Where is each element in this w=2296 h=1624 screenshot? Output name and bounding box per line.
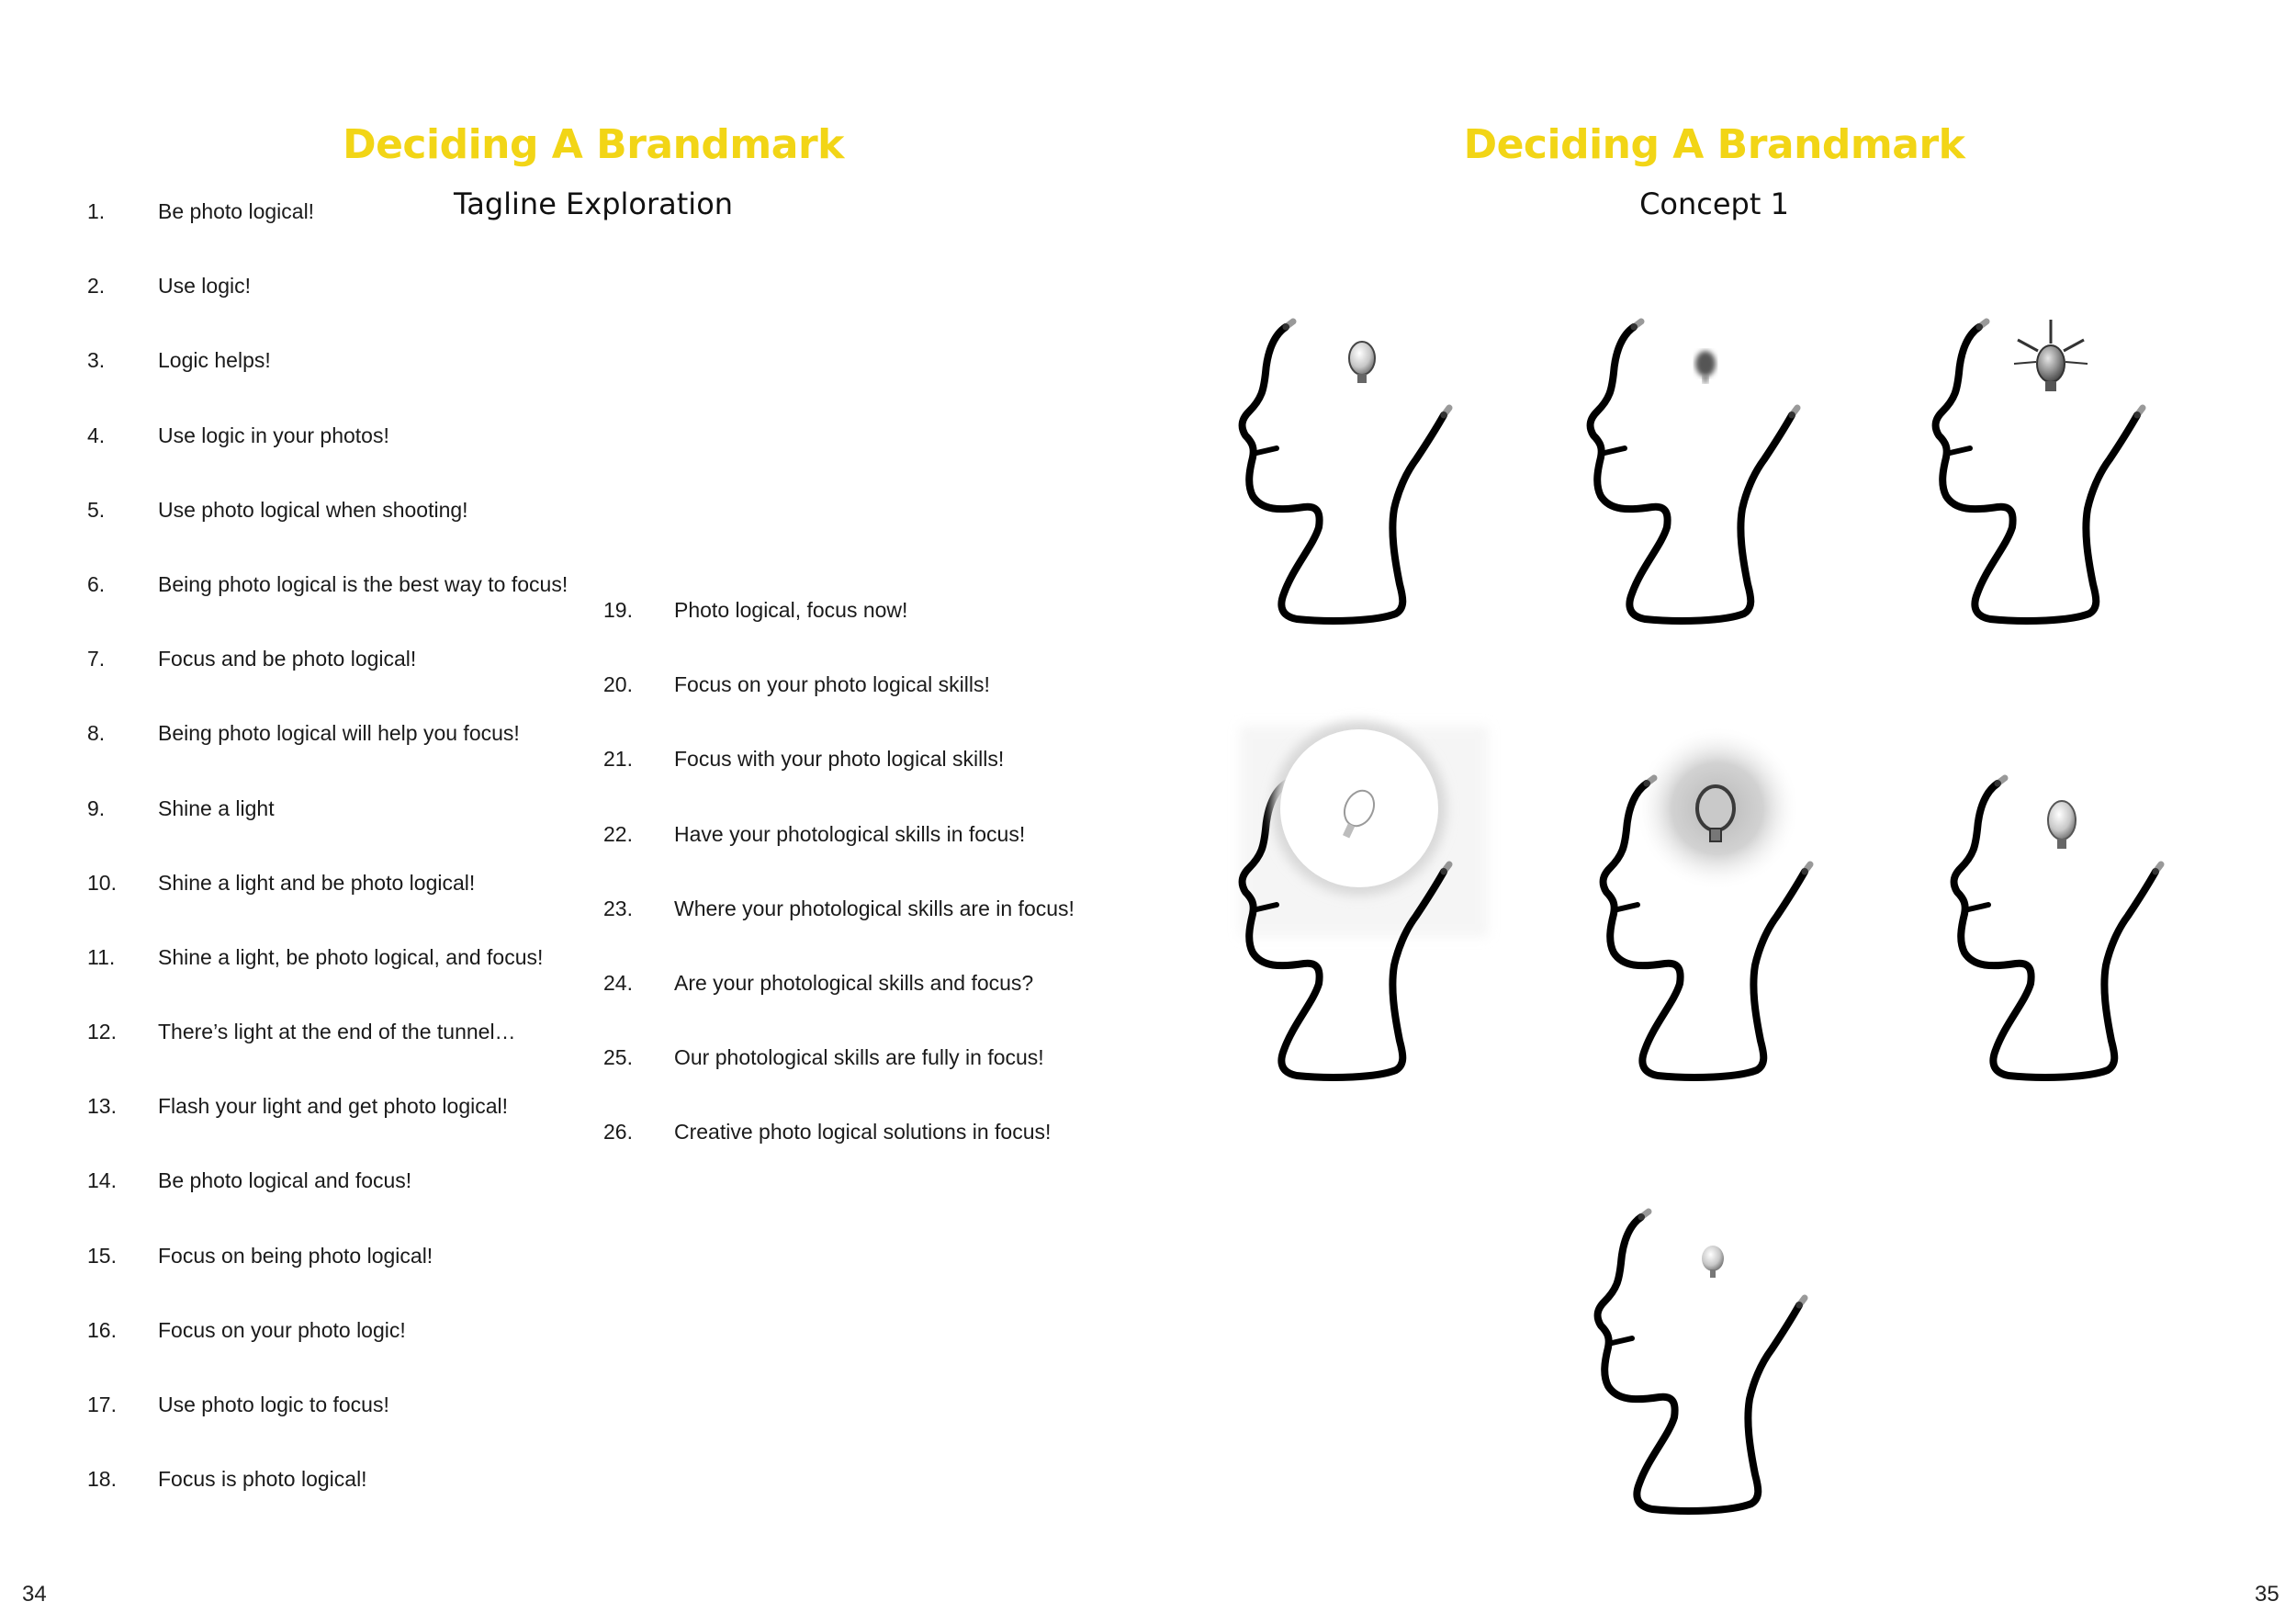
item-text: Shine a light	[158, 795, 275, 820]
page-heading: Deciding A Brandmark	[343, 121, 844, 168]
item-text: Focus on your photo logic!	[158, 1317, 406, 1342]
item-text: Focus is photo logical!	[158, 1467, 367, 1492]
item-text: Being photo logical is the best way to focus!	[158, 571, 568, 596]
item-number: 2.	[87, 274, 106, 299]
item-text: Shine a light, be photo logical, and focus!	[158, 944, 544, 969]
item-text: Focus and be photo logical!	[158, 647, 417, 671]
item-number: 11.	[87, 944, 116, 969]
item-text: Use logic!	[158, 274, 251, 299]
item-text: There’s light at the end of the tunnel…	[158, 1020, 516, 1044]
item-text: Focus with your photo logical skills!	[674, 747, 1005, 772]
item-text: Our photological skills are fully in focus!	[674, 1045, 1044, 1070]
item-text: Focus on being photo logical!	[158, 1243, 433, 1268]
item-text: Are your photological skills and focus?	[674, 970, 1034, 995]
item-number: 6.	[87, 571, 106, 596]
item-number: 21.	[603, 747, 633, 772]
item-text: Use photo logic to focus!	[158, 1393, 389, 1416]
item-number: 14.	[87, 1168, 117, 1193]
page-heading: Deciding A Brandmark	[1463, 121, 1965, 168]
item-number: 10.	[87, 870, 117, 895]
item-number: 12.	[87, 1020, 117, 1044]
item-number: 17.	[87, 1393, 117, 1416]
page-number: 34	[22, 1582, 47, 1607]
concept-variant-plain-bulb	[1243, 321, 1449, 621]
item-text: Where your photological skills are in focus!	[674, 896, 1075, 920]
item-number: 5.	[87, 497, 106, 522]
item-number: 16.	[87, 1317, 117, 1342]
item-text: Use photo logical when shooting!	[158, 497, 468, 522]
concept-variant-white-glow-bulb	[1240, 721, 1488, 1077]
page-subheading: Concept 1	[1639, 186, 1789, 221]
item-number: 25.	[603, 1045, 633, 1070]
concept-variant-shining-bulb	[1936, 320, 2143, 621]
item-number: 18.	[87, 1467, 117, 1492]
lightbulb-icon	[2048, 801, 2076, 849]
item-number: 3.	[87, 348, 106, 373]
concept-variant-small-bulb	[1598, 1212, 1805, 1511]
item-number: 19.	[603, 598, 633, 622]
item-text: Photo logical, focus now!	[674, 598, 908, 622]
item-number: 26.	[603, 1120, 633, 1145]
item-text: Logic helps!	[158, 348, 271, 373]
item-number: 7.	[87, 647, 106, 671]
item-number: 9.	[87, 795, 106, 820]
item-text: Have your photological skills in focus!	[674, 821, 1026, 846]
page-number: 35	[2255, 1582, 2279, 1607]
lightbulb-icon	[1702, 1246, 1724, 1278]
item-text: Being photo logical will help you focus!	[158, 721, 520, 746]
item-number: 22.	[603, 821, 633, 846]
item-number: 8.	[87, 721, 106, 746]
item-number: 15.	[87, 1243, 117, 1268]
item-text: Be photo logical and focus!	[158, 1168, 412, 1193]
item-text: Use logic in your photos!	[158, 423, 389, 447]
lightbulb-icon	[1349, 342, 1375, 383]
item-number: 20.	[603, 672, 633, 697]
item-text: Flash your light and get photo logical!	[158, 1094, 509, 1119]
item-text: Shine a light and be photo logical!	[158, 870, 476, 895]
item-number: 1.	[87, 199, 106, 223]
concept-variant-grey-glow-bulb	[1604, 726, 1810, 1077]
item-number: 24.	[603, 970, 633, 995]
page-subheading: Tagline Exploration	[453, 186, 734, 221]
item-text: Be photo logical!	[158, 199, 315, 223]
concept-variant-outline-bulb	[1954, 778, 2161, 1077]
lightbulb-icon	[1695, 351, 1716, 383]
concept-variant-blurred-bulb	[1591, 321, 1797, 621]
shining-lightbulb-icon	[2014, 320, 2088, 391]
item-number: 13.	[87, 1094, 117, 1119]
item-number: 23.	[603, 896, 633, 920]
item-text: Focus on your photo logical skills!	[674, 672, 990, 697]
item-text: Creative photo logical solutions in focus!	[674, 1120, 1052, 1145]
item-number: 4.	[87, 423, 106, 447]
